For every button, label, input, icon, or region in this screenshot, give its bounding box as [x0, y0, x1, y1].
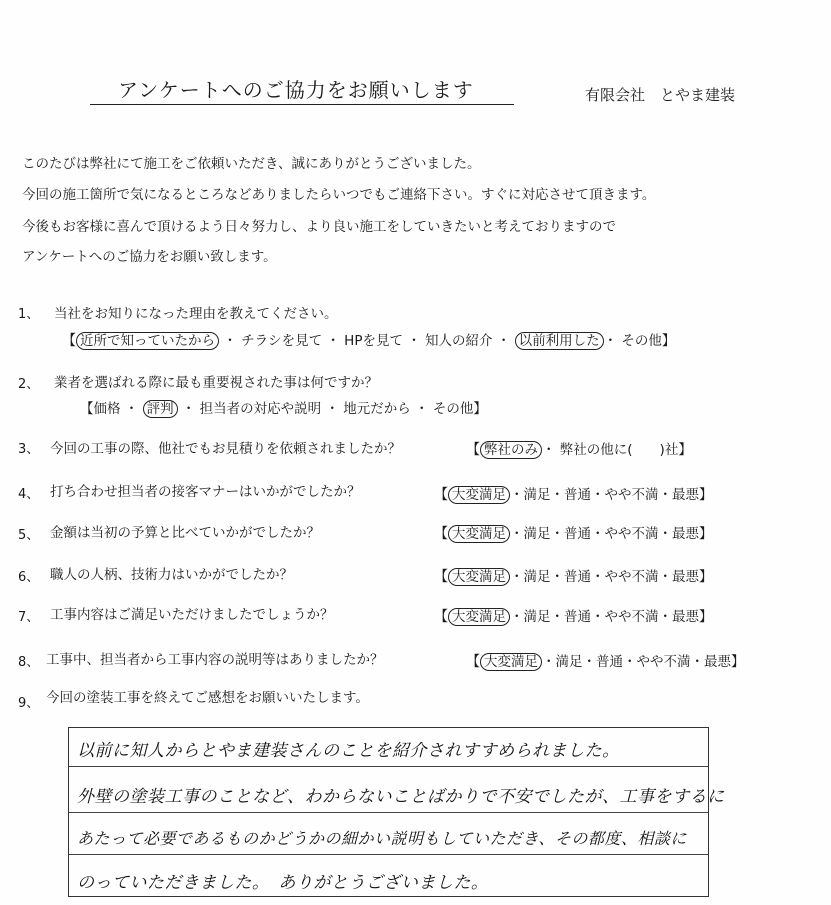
- q5-number: 5、: [18, 528, 40, 543]
- q6-bracket-open: 【: [434, 569, 448, 585]
- q4-number: 4、: [18, 487, 40, 502]
- q3-options-tail[interactable]: ・ 弊社の他に( )社】: [542, 442, 692, 458]
- q1-options-middle[interactable]: ・ チラシを見て ・ HPを見て ・ 知人の紹介 ・: [223, 333, 511, 349]
- q5-selected-very-satisfied[interactable]: 大変満足: [448, 525, 510, 543]
- answer-rule-1: [69, 766, 708, 767]
- q1-options-tail[interactable]: ・ その他】: [603, 333, 676, 349]
- q8-number: 8、: [18, 655, 40, 670]
- title-underline: [90, 104, 514, 105]
- comment-answer-box[interactable]: [68, 727, 725, 897]
- intro-line-1: このたびは弊社にて施工をご依頼いただき、誠にありがとうございました。: [22, 156, 481, 172]
- handwritten-line-3: あたって必要であるものかどうかの細かい説明もしていただき、その都度、相談に: [77, 829, 687, 848]
- q1-options: [62, 329, 675, 350]
- q6-question: 職人の人柄、技術力はいかがでしたか？: [50, 567, 293, 583]
- q2-options: [80, 397, 487, 417]
- q3-bracket-open: 【: [466, 442, 480, 458]
- q6-selected-very-satisfied[interactable]: 大変満足: [448, 568, 510, 586]
- q1-bracket-open: 【: [62, 333, 76, 349]
- q1-selected-option-neighborhood[interactable]: 近所で知っていたから: [76, 332, 219, 350]
- q7-bracket-open: 【: [434, 609, 448, 625]
- q5-bracket-open: 【: [434, 526, 448, 542]
- q5-question: 金額は当初の予算と比べていかがでしたか？: [50, 525, 320, 541]
- q3-selected-option-only-us[interactable]: 弊社のみ: [480, 441, 542, 459]
- q7-number: 7、: [18, 610, 40, 625]
- q5-rating: [434, 522, 713, 543]
- q7-question: 工事内容はご満足いただけましたでしょうか？: [50, 607, 334, 623]
- q8-selected-very-satisfied[interactable]: 大変満足: [480, 653, 542, 671]
- intro-line-2: 今回の施工箇所で気になるところなどありましたらいつでもご連絡下さい。すぐに対応させて頂きます。: [22, 187, 656, 203]
- q8-bracket-open: 【: [466, 654, 480, 670]
- answer-rule-3: [69, 854, 708, 855]
- q6-rating-rest[interactable]: ・満足・普通・やや不満・最悪】: [510, 569, 713, 585]
- q1-question: 当社をお知りになった理由を教えてください。: [54, 306, 338, 322]
- q3-options: [466, 438, 692, 459]
- q9-question: 今回の塗装工事を終えてご感想をお願いいたします。: [46, 690, 369, 706]
- q7-rating: [434, 605, 713, 626]
- intro-line-3: 今後もお客様に喜んで頂けるよう日々努力し、より良い施工をしていきたいと考えておりますので: [22, 219, 616, 235]
- q4-rating-rest[interactable]: ・満足・普通・やや不満・最悪】: [510, 487, 713, 503]
- q3-number: 3、: [18, 442, 40, 457]
- q4-selected-very-satisfied[interactable]: 大変満足: [448, 486, 510, 504]
- company-name: 有限会社 とやま建装: [585, 86, 736, 104]
- handwritten-line-4: のっていただきました。 ありがとうございました。: [77, 873, 489, 893]
- q2-options-tail[interactable]: ・ 担当者の対応や説明 ・ 地元だから ・ その他】: [181, 401, 487, 417]
- q2-question: 業者を選ばれる際に最も重要視された事は何ですか？: [54, 375, 378, 391]
- q3-question: 今回の工事の際、他社でもお見積りを依頼されましたか？: [50, 441, 401, 457]
- q4-bracket-open: 【: [434, 487, 448, 503]
- q8-rating-rest[interactable]: ・満足・普通・やや不満・最悪】: [542, 654, 745, 670]
- q2-options-head[interactable]: 【価格 ・: [80, 401, 139, 417]
- q9-number: 9、: [18, 696, 40, 711]
- q7-selected-very-satisfied[interactable]: 大変満足: [448, 608, 510, 626]
- q2-number: 2、: [18, 377, 40, 392]
- answer-rule-2: [69, 812, 708, 813]
- handwritten-line-1: 以前に知人からとやま建装さんのことを紹介されすすめられました。: [77, 741, 620, 761]
- handwritten-line-2: 外壁の塗装工事のことなど、わからないことばかりで不安でしたが、工事をするに: [77, 787, 725, 807]
- q8-rating: [466, 650, 745, 671]
- q6-rating: [434, 565, 713, 586]
- page-title: アンケートへのご協力をお願いします: [118, 78, 474, 102]
- q5-rating-rest[interactable]: ・満足・普通・やや不満・最悪】: [510, 526, 713, 542]
- intro-line-4: アンケートへのご協力をお願い致します。: [22, 249, 277, 265]
- q2-selected-option-reputation[interactable]: 評判: [143, 400, 178, 418]
- q1-selected-option-previous-use[interactable]: 以前利用した: [515, 332, 604, 350]
- q4-question: 打ち合わせ担当者の接客マナーはいかがでしたか？: [50, 484, 361, 500]
- q8-question: 工事中、担当者から工事内容の説明等はありましたか？: [46, 652, 384, 668]
- q1-number: 1、: [18, 307, 40, 322]
- q4-rating: [434, 483, 713, 504]
- q6-number: 6、: [18, 570, 40, 585]
- q7-rating-rest[interactable]: ・満足・普通・やや不満・最悪】: [510, 609, 713, 625]
